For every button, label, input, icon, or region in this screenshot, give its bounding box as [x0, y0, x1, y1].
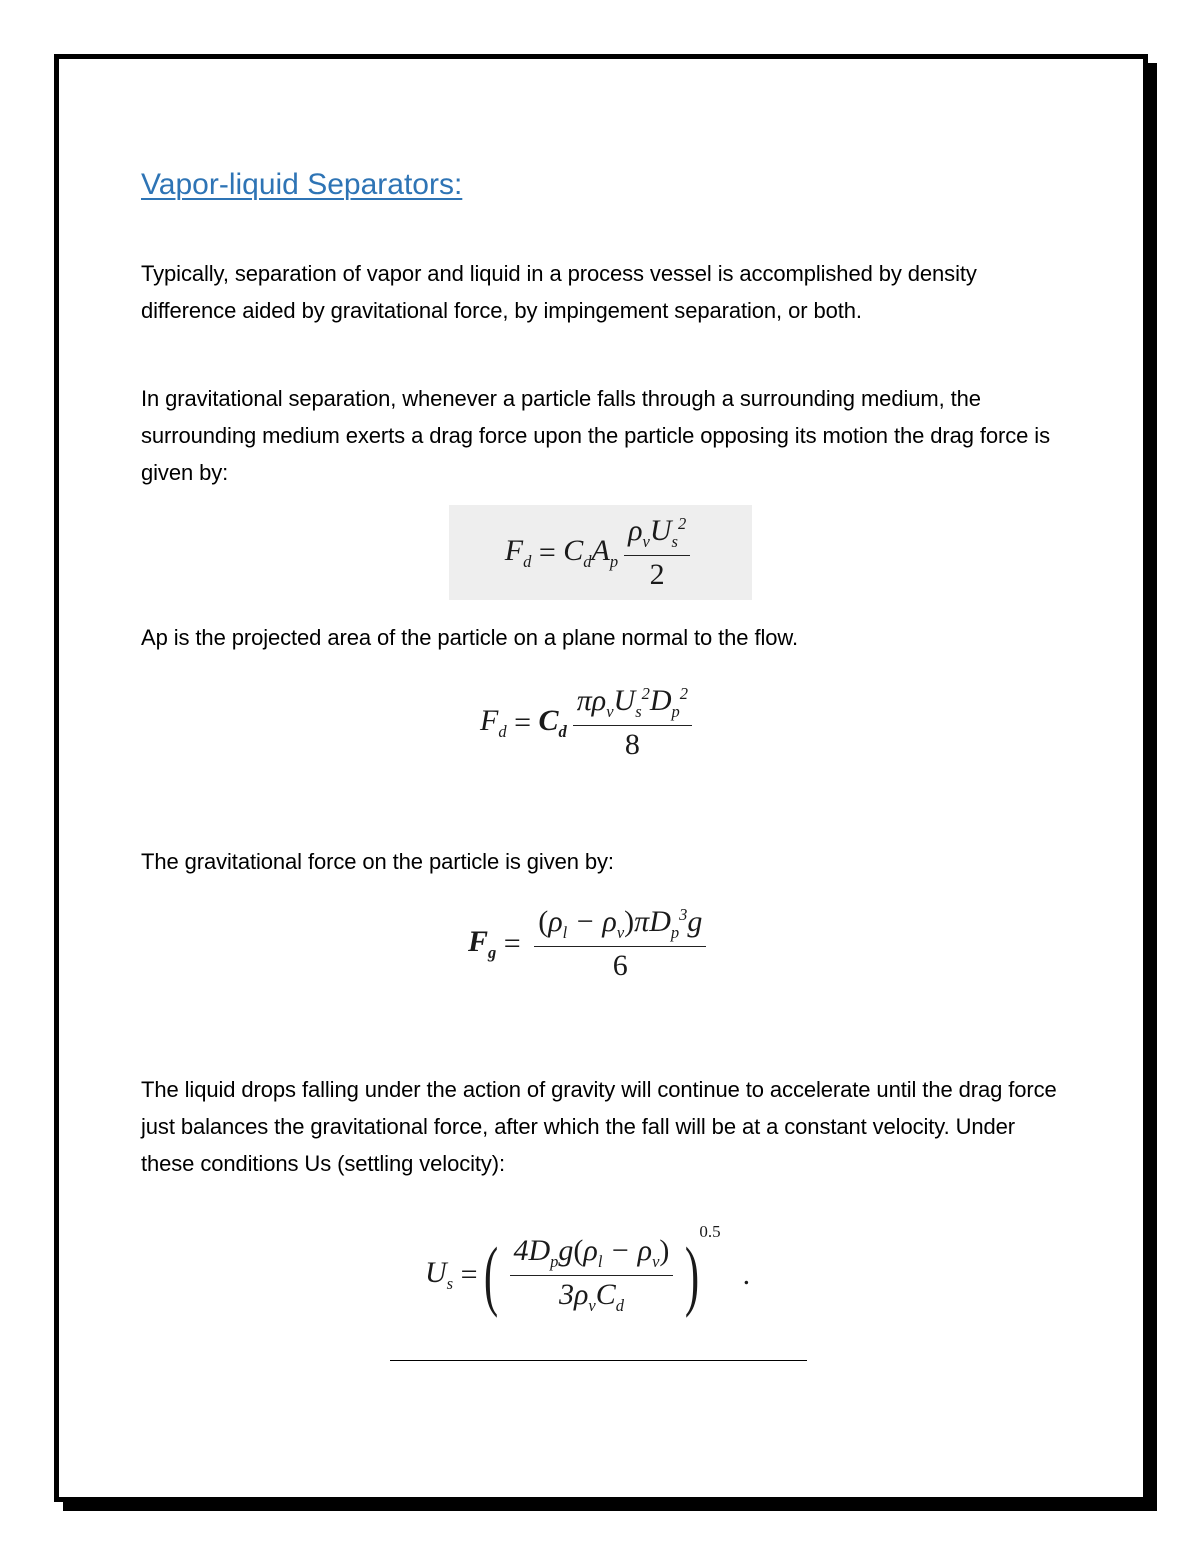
- eq2-denominator: 8: [624, 727, 640, 761]
- paragraph-gravitational-force: The gravitational force on the particle is given by:: [141, 849, 614, 874]
- equation-gravitational-force: $F_g$ = $\frac{(\rho_l - \rho_v)\pi D_p^3g}{6}$: [468, 900, 712, 988]
- eq1-denominator: 2: [649, 557, 665, 591]
- section-divider: [390, 1360, 807, 1361]
- paragraph-gravitational-separation: In gravitational separation, whenever a particle falls through a surrounding medium, the surrounding medium exerts a drag force upon the particle opposing its motion the drag force is given by:: [141, 386, 1050, 485]
- paragraph-projected-area: Ap is the projected area of the particle on a plane normal to the flow.: [141, 625, 798, 650]
- equation-drag-force-diameter: $F_d$ = $C_d$ $\frac{\pi\rho_vU_s^2D_p^2}{8}$: [480, 680, 698, 765]
- page-title: Vapor-liquid Separators:: [141, 168, 463, 201]
- eq4-exponent: 0.5: [699, 1222, 721, 1241]
- equation-settling-velocity: $U_s$ = ( $\frac{4D_pg(\rho_l - \rho_v)}{3\rho_vC_d}$ ) 0.5 .: [425, 1222, 751, 1318]
- eq3-denominator: 6: [612, 949, 628, 982]
- paragraph-settling: The liquid drops falling under the action of gravity will continue to accelerate until the drag force just balances the gravitational force, after which the fall will be at a constant velocity. Under these conditions Us (settling velocity):: [141, 1077, 1057, 1176]
- equation-drag-force-area: $F_d$ = $C_dA_p$ $\frac{\rho_vU_s^2}{2}$: [449, 505, 752, 600]
- paragraph-intro: Typically, separation of vapor and liquid in a process vessel is accomplished by density difference aided by gravitational force, by impingement separation, or both.: [141, 261, 977, 323]
